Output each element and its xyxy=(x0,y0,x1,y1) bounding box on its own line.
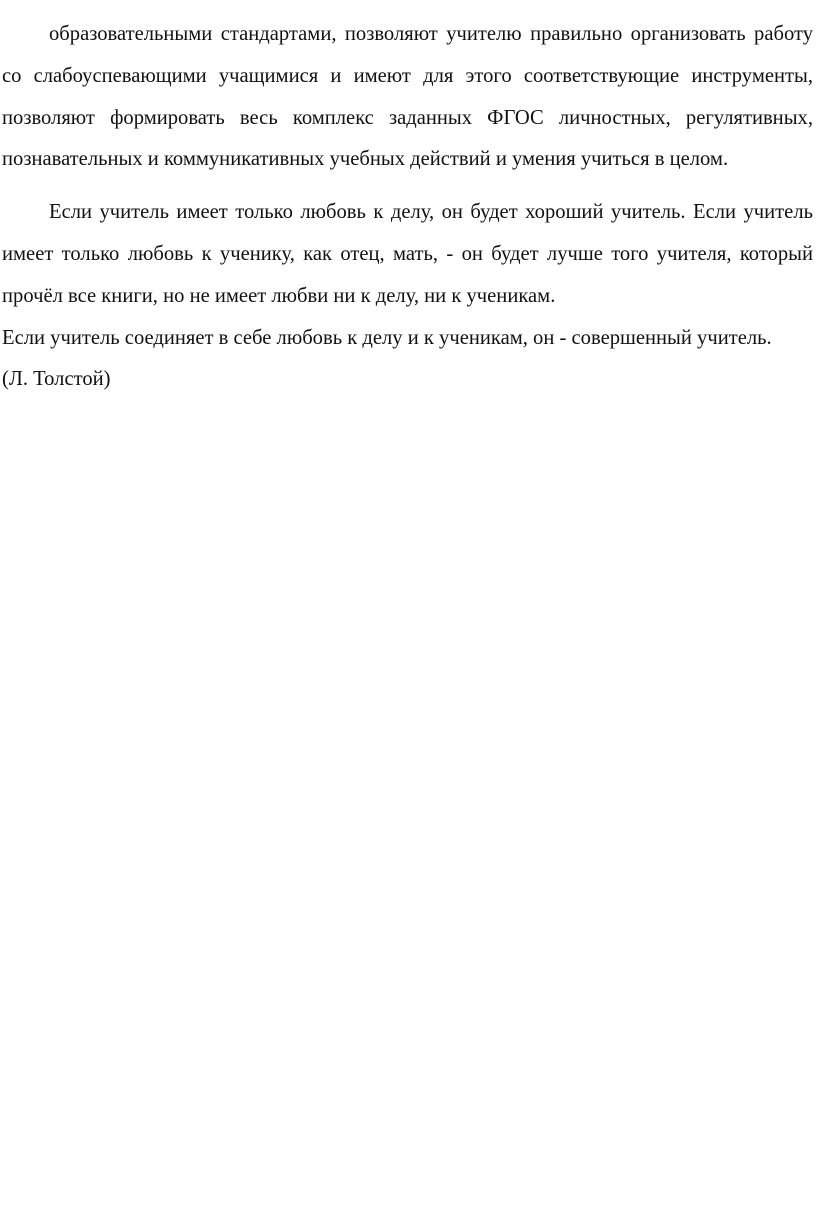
quote-paragraph-perfect-teacher: Если учитель соединяет в себе любовь к делу и к ученикам, он - совершенный учитель. xyxy=(2,326,772,349)
quote-paragraph-love: Если учитель имеет только любовь к делу, он будет хороший учитель. Если учитель имеет только любовь к ученику, как отец, мать, - он будет лучше того учителя, который прочёл все книги, но не имеет любви ни к делу, ни к ученикам. xyxy=(2,201,813,307)
document-body xyxy=(2,14,813,401)
paragraph-standards: образовательными стандартами, позволяют учителю правильно организовать работу со слабоуспевающими учащимися и имеют для этого соответствующие инструменты, позволяют формировать весь комплекс заданных ФГОС личностных, регулятивных, познавательных и коммуникативных учебных действий и умения учиться в целом. xyxy=(2,23,813,171)
quote-author: (Л. Толстой) xyxy=(2,368,111,391)
